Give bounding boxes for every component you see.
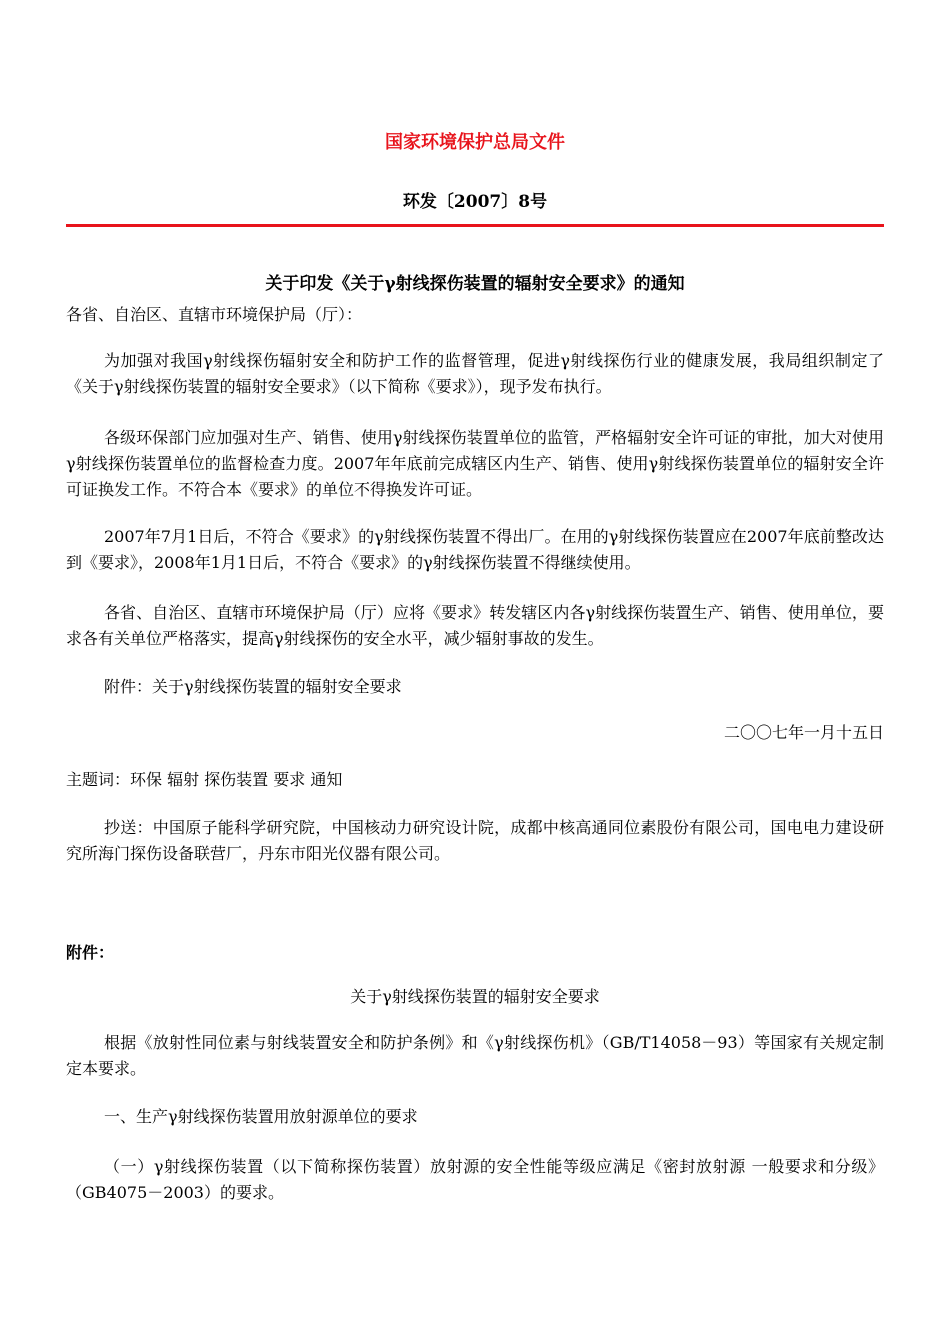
addressee: 各省、自治区、直辖市环境保护局（厅）： (66, 305, 363, 324)
attachment-reference: 附件：关于γ射线探伤装置的辐射安全要求 (104, 677, 402, 696)
notice-title: 关于印发《关于γ射线探伤装置的辐射安全要求》的通知 (265, 274, 685, 294)
attachment-title: 关于γ射线探伤装置的辐射安全要求 (350, 987, 600, 1006)
document-number: 环发〔2007〕8号 (402, 192, 548, 212)
notice-paragraph-2: 各级环保部门应加强对生产、销售、使用γ射线探伤装置单位的监管，严格辐射安全许可证的审批，加大对使用γ射线探伤装置单位的监督检查力度。2007年年底前完成辖区内生产、销售、使用γ射线探伤装置单位的辐射安全许可证换发工作。不符合本《要求》的单位不得换发许可证。 (66, 428, 884, 499)
issuer-heading: 国家环境保护总局文件 (385, 132, 565, 153)
notice-paragraph-3: 2007年7月1日后，不符合《要求》的γ射线探伤装置不得出厂。在用的γ射线探伤装置应在2007年底前整改达到《要求》，2008年1月1日后，不符合《要求》的γ射线探伤装置不得继续使用。 (66, 527, 884, 572)
cc-list: 抄送：中国原子能科学研究院，中国核动力研究设计院，成都中核高通同位素股份有限公司，国电电力建设研究所海门探伤设备联营厂，丹东市阳光仪器有限公司。 (66, 818, 884, 863)
section-1-item-1: （一）γ射线探伤装置（以下简称探伤装置）放射源的安全性能等级应满足《密封放射源 一般要求和分级》（GB4075－2003）的要求。 (66, 1157, 884, 1202)
notice-paragraph-1: 为加强对我国γ射线探伤辐射安全和防护工作的监督管理，促进γ射线探伤行业的健康发展，我局组织制定了《关于γ射线探伤装置的辐射安全要求》（以下简称《要求》），现予发布执行。 (66, 351, 884, 396)
section-heading-1: 一、生产γ射线探伤装置用放射源单位的要求 (104, 1107, 418, 1126)
notice-paragraph-4: 各省、自治区、直辖市环境保护局（厅）应将《要求》转发辖区内各γ射线探伤装置生产、销售、使用单位，要求各有关单位严格落实，提高γ射线探伤的安全水平，减少辐射事故的发生。 (66, 603, 884, 648)
attachment-label: 附件： (66, 943, 115, 962)
red-divider (66, 224, 884, 227)
issue-date: 二〇〇七年一月十五日 (723, 723, 884, 742)
attachment-intro: 根据《放射性同位素与射线装置安全和防护条例》和《γ射线探伤机》（GB/T14058－93）等国家有关规定制定本要求。 (66, 1033, 884, 1078)
subject-words: 主题词：环保 辐射 探伤装置 要求 通知 (66, 770, 343, 789)
